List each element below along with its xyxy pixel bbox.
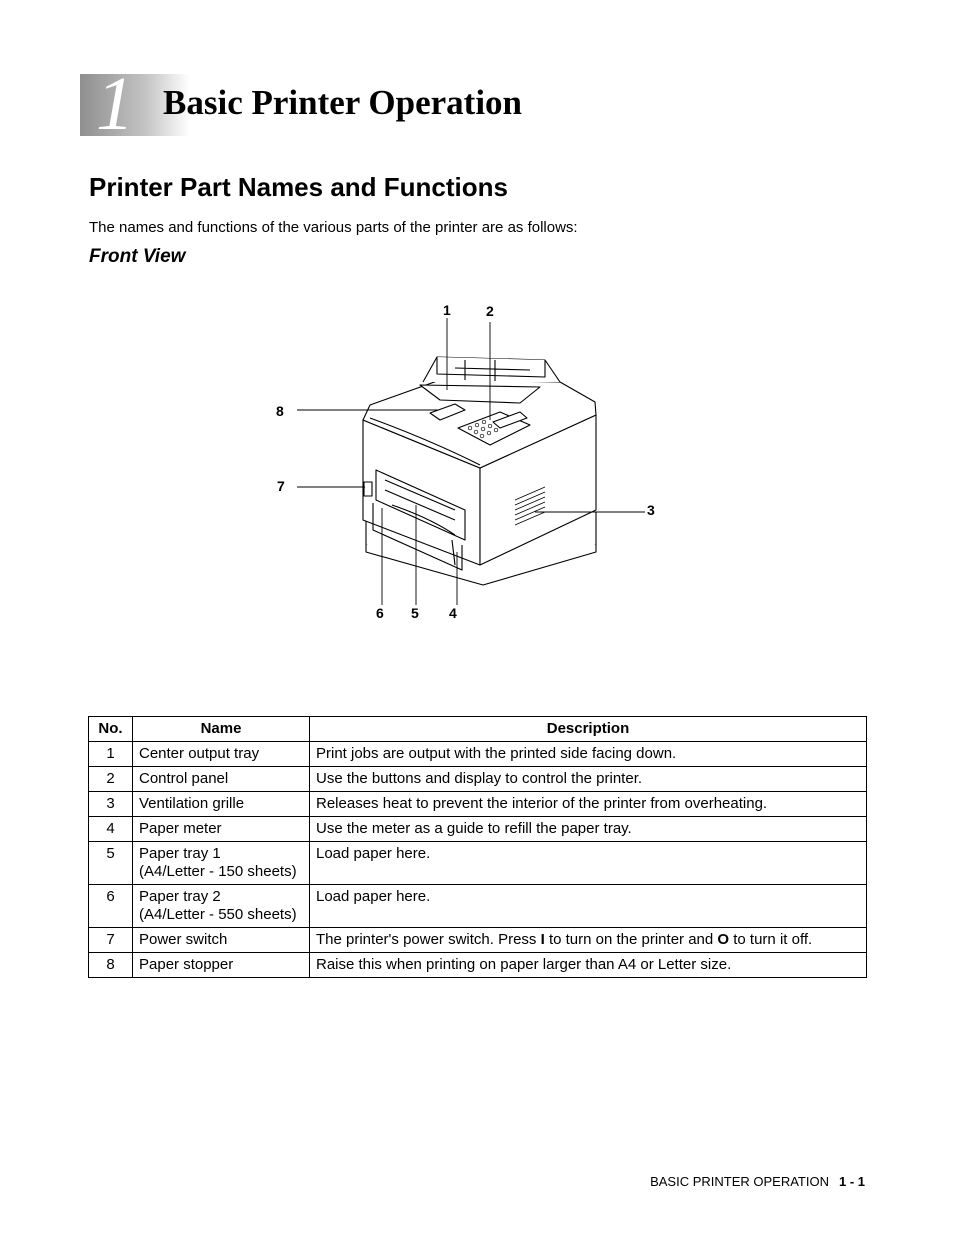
section-title: Printer Part Names and Functions [89, 172, 508, 202]
callout-2: 2 [486, 303, 494, 319]
footer-label: BASIC PRINTER OPERATION [650, 1174, 829, 1189]
row-no: 5 [89, 842, 133, 885]
row-no: 2 [89, 767, 133, 792]
desc-text: to turn on the printer and [544, 931, 718, 948]
row-name-line2: (A4/Letter - 150 sheets) [139, 863, 297, 880]
table-row [89, 792, 867, 817]
subsection-title: Front View [89, 246, 186, 267]
callout-6: 6 [376, 605, 384, 621]
row-description: Use the buttons and display to control the printer. [310, 767, 867, 792]
chapter-title: Basic Printer Operation [163, 83, 523, 122]
table-row [89, 817, 867, 842]
table-row [89, 928, 867, 953]
callout-5: 5 [411, 605, 419, 621]
row-no: 7 [89, 928, 133, 953]
row-name: Ventilation grille [133, 792, 310, 817]
table-header-row [89, 717, 867, 742]
callout-4: 4 [449, 605, 457, 621]
row-description: Load paper here. [310, 885, 867, 928]
table-row [89, 953, 867, 978]
row-description: Load paper here. [310, 842, 867, 885]
callout-8: 8 [276, 403, 284, 419]
desc-text: to turn it off. [729, 931, 813, 948]
table-row [89, 767, 867, 792]
callout-1: 1 [443, 302, 451, 318]
row-name-line1: Paper tray 2 [139, 888, 221, 905]
row-description [310, 928, 867, 953]
callout-7: 7 [277, 478, 285, 494]
header-no: No. [89, 717, 133, 742]
row-name: Paper meter [133, 817, 310, 842]
header-name: Name [133, 717, 310, 742]
desc-text: The printer's power switch. Press [316, 931, 541, 948]
row-name: Paper stopper [133, 953, 310, 978]
row-name [133, 842, 310, 885]
row-name: Power switch [133, 928, 310, 953]
callout-3: 3 [647, 502, 655, 518]
page-footer [650, 1174, 865, 1190]
table-row [89, 885, 867, 928]
row-description: Use the meter as a guide to refill the paper tray. [310, 817, 867, 842]
row-no: 3 [89, 792, 133, 817]
row-name: Center output tray [133, 742, 310, 767]
desc-bold-off: O [717, 931, 730, 948]
intro-text: The names and functions of the various parts of the printer are as follows: [89, 219, 578, 236]
chapter-number: 1 [96, 62, 134, 146]
row-no: 8 [89, 953, 133, 978]
row-description: Print jobs are output with the printed side facing down. [310, 742, 867, 767]
row-no: 4 [89, 817, 133, 842]
desc-bold-on: I [540, 931, 545, 948]
table-row [89, 742, 867, 767]
row-no: 1 [89, 742, 133, 767]
row-no: 6 [89, 885, 133, 928]
printer-front-view-illustration [260, 290, 680, 635]
row-name [133, 885, 310, 928]
table-row [89, 842, 867, 885]
page-number: 1 - 1 [838, 1174, 865, 1189]
header-description: Description [310, 717, 867, 742]
row-name-line2: (A4/Letter - 550 sheets) [139, 906, 297, 923]
row-description: Releases heat to prevent the interior of the printer from overheating. [310, 792, 867, 817]
row-name-line1: Paper tray 1 [139, 845, 221, 862]
row-name: Control panel [133, 767, 310, 792]
row-description: Raise this when printing on paper larger than A4 or Letter size. [310, 953, 867, 978]
parts-table [88, 716, 867, 978]
